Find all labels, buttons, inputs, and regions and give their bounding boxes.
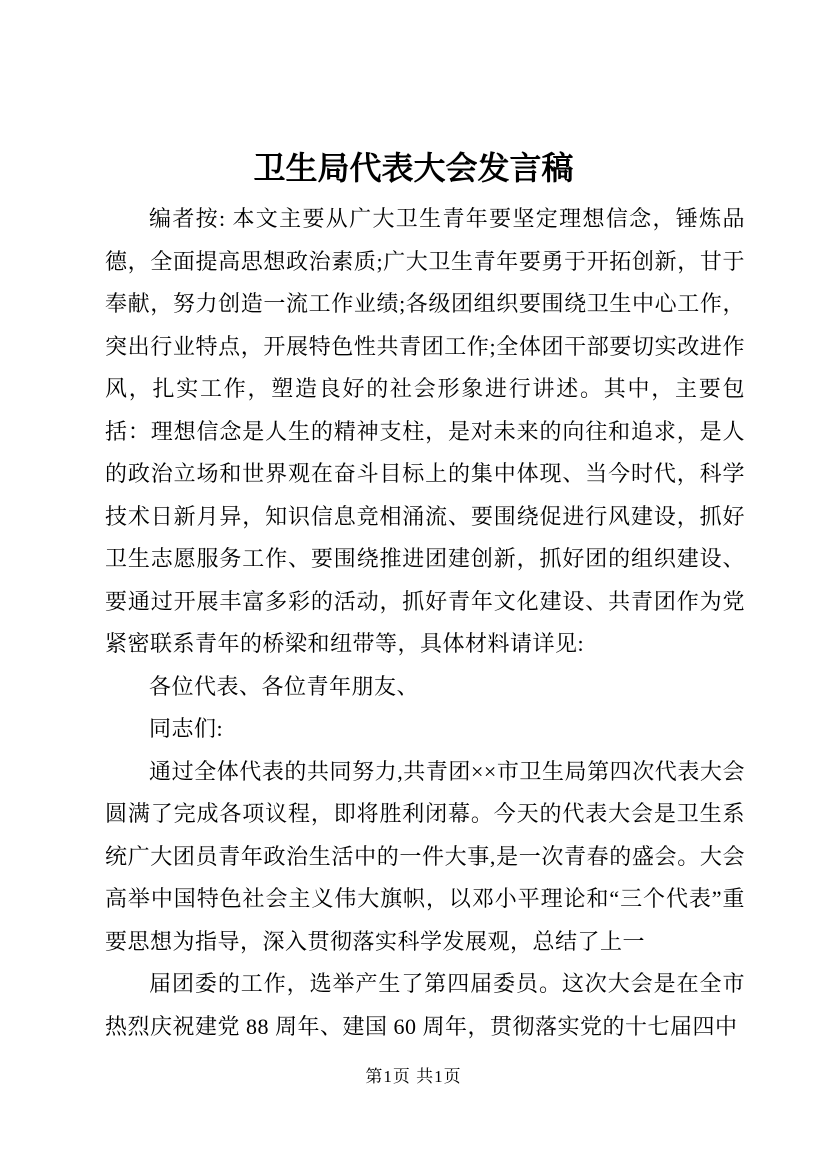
page-number-label: 第1页 共1页 <box>365 1067 462 1086</box>
page-footer <box>0 1066 827 1088</box>
paragraph: 同志们: <box>149 716 224 741</box>
document-title: 卫生局代表大会发言稿 <box>253 150 574 186</box>
paragraph: 编者按: 本文主要从广大卫生青年要坚定理想信念，锤炼品德，全面提高思想政治素质;广大卫生青年要勇于开拓创新，甘于奉献，努力创造一流工作业绩;各级团组织要围绕卫生中心工作，突出行业特点，开展特色性共青团工作;全体团干部要切实改进作风，扎实工作，塑造良好的社会形象进行讲述。其中，主要包括：理想信念是人生的精神支柱，是对未来的向往和追求，是人的政治立场和世界观在奋斗目标上的集中体现、当今时代，科学技术日新月异，知识信息竞相涌流、要围绕促进行风建设，抓好卫生志愿服务工作、要围绕推进团建创新，抓好团的组织建设、要通过开展丰富多彩的活动，抓好青年文化建设、共青团作为党紧密联系青年的桥梁和纽带等，具体材料请详见: <box>105 206 745 656</box>
paragraph: 届团委的工作，选举产生了第四届委员。这次大会是在全市热烈庆祝建党 88 周年、建国 60 周年，贯彻落实党的十七届四中 <box>105 971 745 1039</box>
document-body <box>105 198 745 1048</box>
paragraph: 各位代表、各位青年朋友、 <box>149 673 420 699</box>
paragraph: 通过全体代表的共同努力,共青团××市卫生局第四次代表大会圆满了完成各项议程，即将胜利闭幕。今天的代表大会是卫生系统广大团员青年政治生活中的一件大事,是一次青春的盛会。大会高举中国特色社会主义伟大旗帜，以邓小平理论和“三个代表”重要思想为指导，深入贯彻落实科学发展观，总结了上一 <box>105 758 745 954</box>
